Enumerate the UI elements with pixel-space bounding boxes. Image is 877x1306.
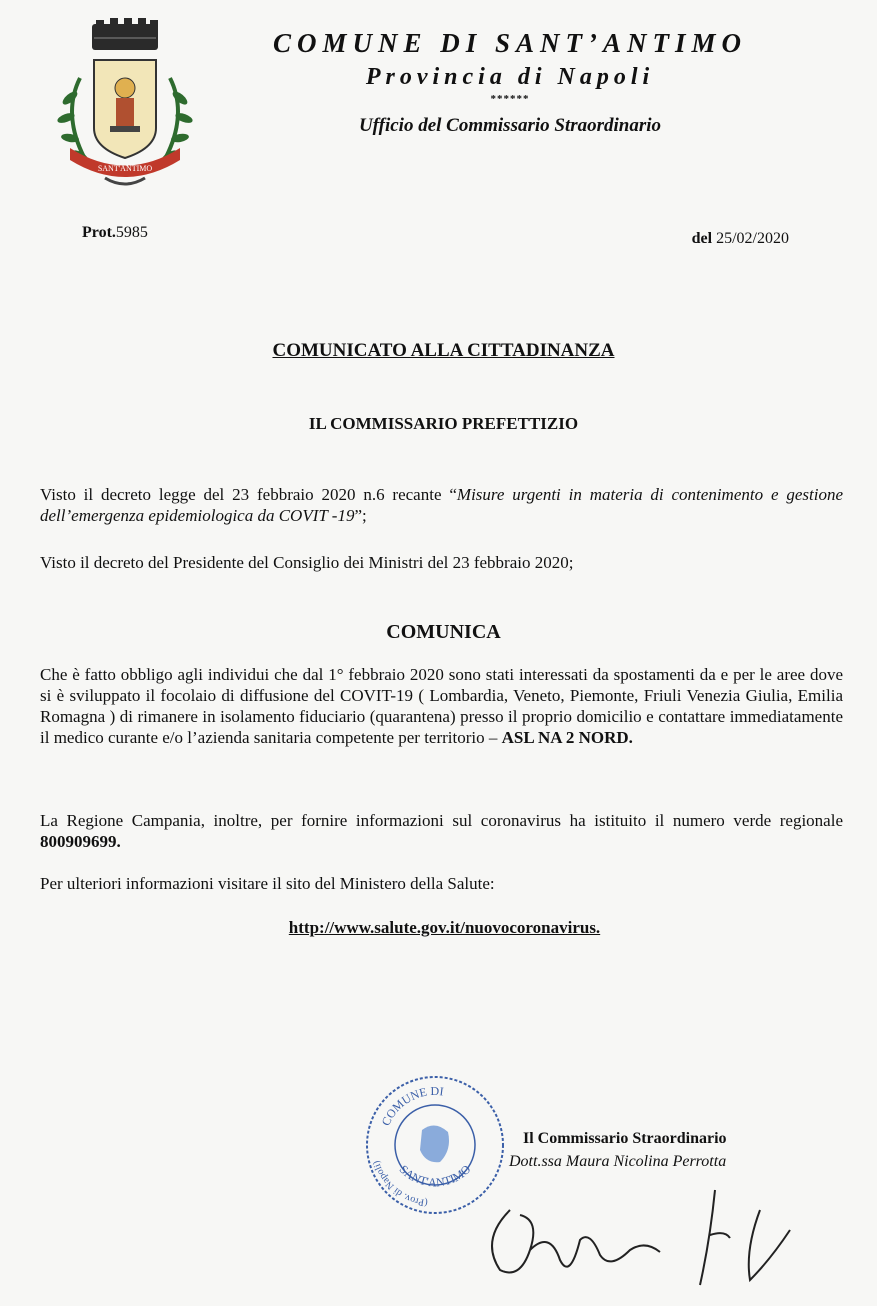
ministero-link[interactable]: http://www.salute.gov.it/nuovocoronavirus.: [288, 918, 601, 937]
protocol-number: Prot.5985: [82, 224, 148, 241]
signatory-name: Dott.ssa Maura Nicolina Perrotta: [509, 1153, 727, 1170]
crest-ribbon-text: SANT'ANTIMO: [97, 164, 153, 173]
document-subtitle: IL COMMISSARIO PREFETTIZIO: [308, 414, 579, 433]
numero-verde-paragraph: La Regione Campania, inoltre, per fornire informazioni sul coronavirus ha istituito il numero verde regionale 800909699.: [40, 811, 843, 851]
stamp-text-bottom: SANT'ANTIMO: [396, 1162, 474, 1190]
provincia-name: Provincia di Napoli: [365, 64, 655, 90]
document-title: COMUNICATO ALLA CITTADINANZA: [272, 340, 615, 361]
header-stars: ******: [490, 93, 530, 105]
signatory-title: Il Commissario Straordinario: [523, 1130, 727, 1147]
handwritten-signature: [470, 1180, 810, 1290]
comunica-heading: COMUNICA: [386, 621, 501, 643]
ufficio-name: Ufficio del Commissario Straordinario: [358, 115, 662, 136]
municipal-crest-logo: [50, 18, 200, 190]
visto-dpcm: Visto il decreto del Presidente del Consiglio dei Ministri del 23 febbraio 2020;: [40, 553, 574, 572]
document-date: del 25/02/2020: [691, 230, 789, 247]
visto-decreto-legge: Visto il decreto legge del 23 febbraio 2020 n.6 recante “Misure urgenti in materia di contenimento e gestione dell’emergenza epidemiologica da COVIT -19”;: [40, 485, 843, 525]
ministero-info-paragraph: Per ulteriori informazioni visitare il sito del Ministero della Salute:: [40, 874, 495, 893]
quarantine-paragraph: Che è fatto obbligo agli individui che dal 1° febbraio 2020 sono stati interessati da spostamenti da e per le aree dove si è sviluppato il focolaio di diffusione del COVIT-19 ( Lombardia, Veneto, Piemonte, Friuli Venezia Giulia, Emilia Romagna ) di rimanere in isolamento fiduciario (quarantena) presso il proprio domicilio e contattare immediatamente il medico curante e/o l’azienda sanitaria competente per territorio – ASL NA 2 NORD.: [40, 665, 843, 747]
comune-name: COMUNE DI SANT’ANTIMO: [272, 28, 748, 58]
stamp-text-left: (Prov. di Napoli): [370, 1159, 429, 1208]
stamp-text-top: COMUNE DI: [378, 1083, 445, 1128]
